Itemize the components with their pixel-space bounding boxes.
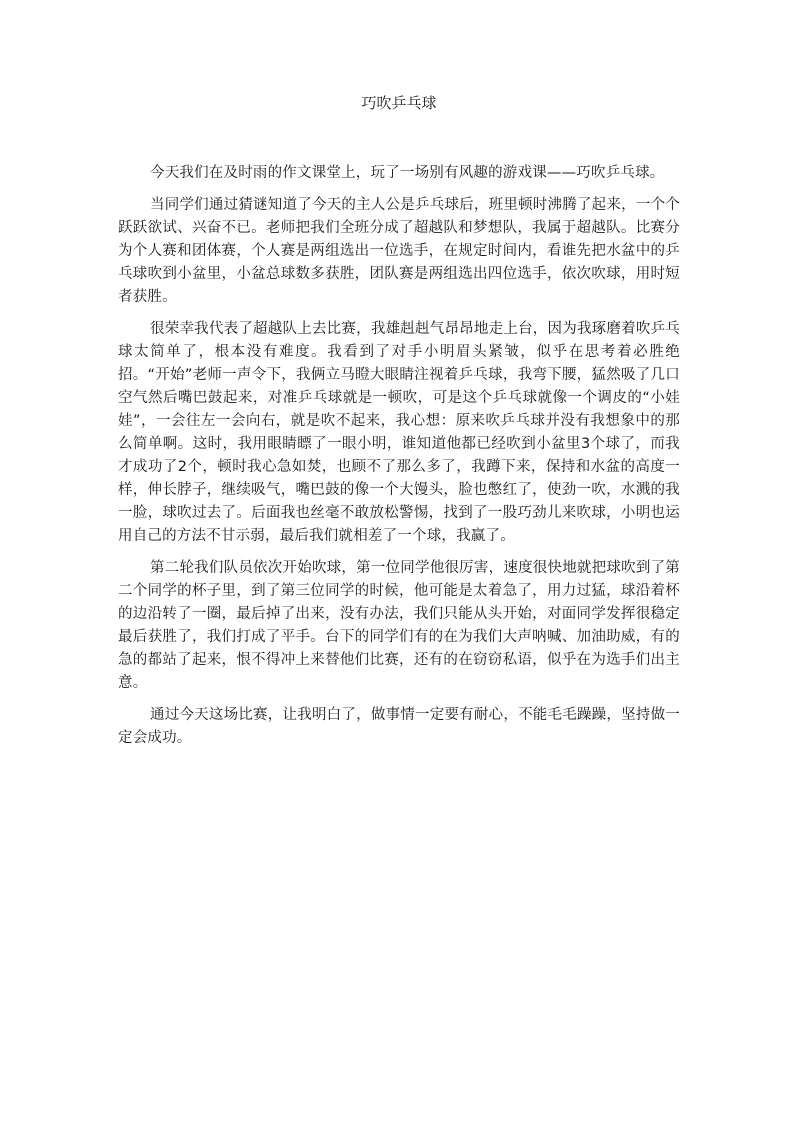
document-page — [118, 92, 680, 759]
paragraph-2: 当同学们通过猜谜知道了今天的主人公是乒乓球后，班里顿时沸腾了起来，一个个跃跃欲试、兴奋不已。老师把我们全班分成了超越队和梦想队，我属于超越队。比赛分为个人赛和团体赛，个人赛是两组选出一位选手，在规定时间内，看谁先把水盆中的乒乓球吹到小盆里，小盆总球数多获胜，团队赛是两组选出四位选手，依次吹球，用时短者获胜。 — [118, 197, 680, 305]
paragraph-3: 很荣幸我代表了超越队上去比赛，我雄赳赳气昂昂地走上台，因为我琢磨着吹乒乓球太简单了，根本没有难度。我看到了对手小明眉头紧皱，似乎在思考着必胜绝招。“开始”老师一声令下，我俩立马瞪大眼睛注视着乒乓球，我弯下腰，猛然吸了几口空气然后嘴巴鼓起来，对准乒乓球就是一顿吹，可是这个乒乓球就像一个调皮的“小娃娃”，一会往左一会向右，就是吹不起来，我心想：原来吹乒乓球并没有我想象中的那么简单啊。这时，我用眼睛瞟了一眼小明，谁知道他都已经吹到小盆里3个球了，而我才成功了2个，顿时我心急如焚，也顾不了那么多了，我蹲下来，保持和水盆的高度一样，伸长脖子，继续吸气，嘴巴鼓的像一个大馒头，脸也憋红了，使劲一吹，水溅的我一脸，球吹过去了。后面我也丝毫不敢放松警惕，找到了一股巧劲儿来吹球，小明也运用自己的方法不甘示弱，最后我们就相差了一个球，我赢了。 — [118, 321, 680, 544]
paragraph-4: 第二轮我们队员依次开始吹球，第一位同学他很厉害，速度很快地就把球吹到了第二个同学的杯子里，到了第三位同学的时候，他可能是太着急了，用力过猛，球沿着杯的边沿转了一圈，最后掉了出来，没有办法，我们只能从头开始，对面同学发挥很稳定最后获胜了，我们打成了平手。台下的同学们有的在为我们大声呐喊、加油助威，有的急的都站了起来，恨不得冲上来替他们比赛，还有的在窃窃私语，似乎在为选手们出主意。 — [118, 560, 680, 691]
paragraph-1: 今天我们在及时雨的作文课堂上，玩了一场别有风趣的游戏课——巧吹乒乓球。 — [150, 165, 665, 181]
paragraph-5: 通过今天这场比赛，让我明白了，做事情一定要有耐心，不能毛毛躁躁，坚持做一定会成功。 — [118, 707, 680, 746]
document-title: 巧吹乒乓球 — [361, 94, 437, 112]
